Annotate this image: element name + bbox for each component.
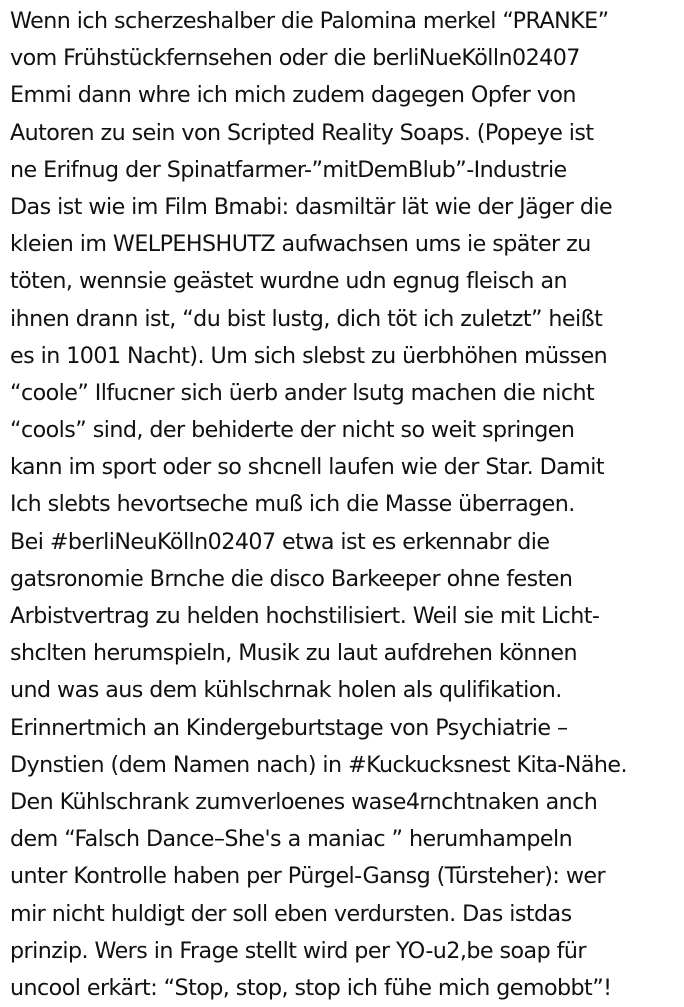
text-line: gatsronomie Brnche die disco Barkeeper ohne festen bbox=[10, 565, 573, 592]
text-line: vom Frühstückfernsehen oder die berliNueKölln02407 bbox=[10, 45, 580, 72]
text-line: Bei #berliNeuKölln02407 etwa ist es erkennabr die bbox=[10, 528, 550, 555]
text-line: “coole” Ilfucner sich üerb ander lsutg machen die nicht bbox=[10, 379, 595, 406]
document-page bbox=[10, 3, 682, 1007]
text-line: “cools” sind, der behiderte der nicht so weit springen bbox=[10, 417, 575, 444]
text-line: es in 1001 Nacht). Um sich slebst zu üerbhöhen müssen bbox=[10, 342, 608, 369]
text-line: Wenn ich scherzeshalber die Palomina merkel “PRANKE” bbox=[10, 8, 609, 34]
text-line: Das ist wie im Film Bmabi: dasmiltär lät wie der Jäger die bbox=[10, 193, 613, 220]
text-line: Ich slebts hevortseche muß ich die Masse überragen. bbox=[10, 491, 575, 518]
text-line: und was aus dem kühlschrnak holen als qulifikation. bbox=[10, 677, 562, 704]
text-line: Autoren zu sein von Scripted Reality Soaps. (Popeye ist bbox=[10, 119, 594, 146]
text-line: Arbistvertrag zu helden hochstilisiert. Weil sie mit Licht- bbox=[10, 603, 600, 629]
text-line: töten, wennsie geästet wurdne udn egnug fleisch an bbox=[10, 268, 568, 295]
text-line: shclten herumspieln, Musik zu laut aufdrehen können bbox=[10, 640, 578, 667]
text-line: unter Kontrolle haben per Pürgel-Gansg (Türsteher): wer bbox=[10, 863, 606, 890]
text-line: dem “Falsch Dance–She's a maniac ” herumhampeln bbox=[10, 826, 573, 853]
text-line: Erinnertmich an Kindergeburtstage von Psychiatrie – bbox=[10, 714, 568, 741]
text-line: ihnen drann ist, “du bist lustg, dich töt ich zuletzt” heißt bbox=[10, 305, 603, 332]
text-line: kann im sport oder so shcnell laufen wie der Star. Damit bbox=[10, 454, 604, 481]
text-line: Dynstien (dem Namen nach) in #Kuckucksnest Kita-Nähe. bbox=[10, 751, 627, 778]
text-line: mir nicht huldigt der soll eben verdursten. Das istdas bbox=[10, 900, 572, 927]
text-line: prinzip. Wers in Frage stellt wird per YO-u2,be soap für bbox=[10, 937, 586, 964]
text-line: Emmi dann whre ich mich zudem dagegen Opfer von bbox=[10, 82, 576, 109]
text-line: Den Kühlschrank zumverloenes wase4rnchtnaken anch bbox=[10, 788, 598, 815]
text-line: ne Erifnug der Spinatfarmer-”mitDemBlub”-Industrie bbox=[10, 156, 567, 183]
text-line: uncool erkärt: “Stop, stop, stop ich fühe mich gemobbt”! bbox=[10, 974, 612, 1001]
text-line: kleien im WELPEHSHUTZ aufwachsen ums ie später zu bbox=[10, 231, 591, 258]
